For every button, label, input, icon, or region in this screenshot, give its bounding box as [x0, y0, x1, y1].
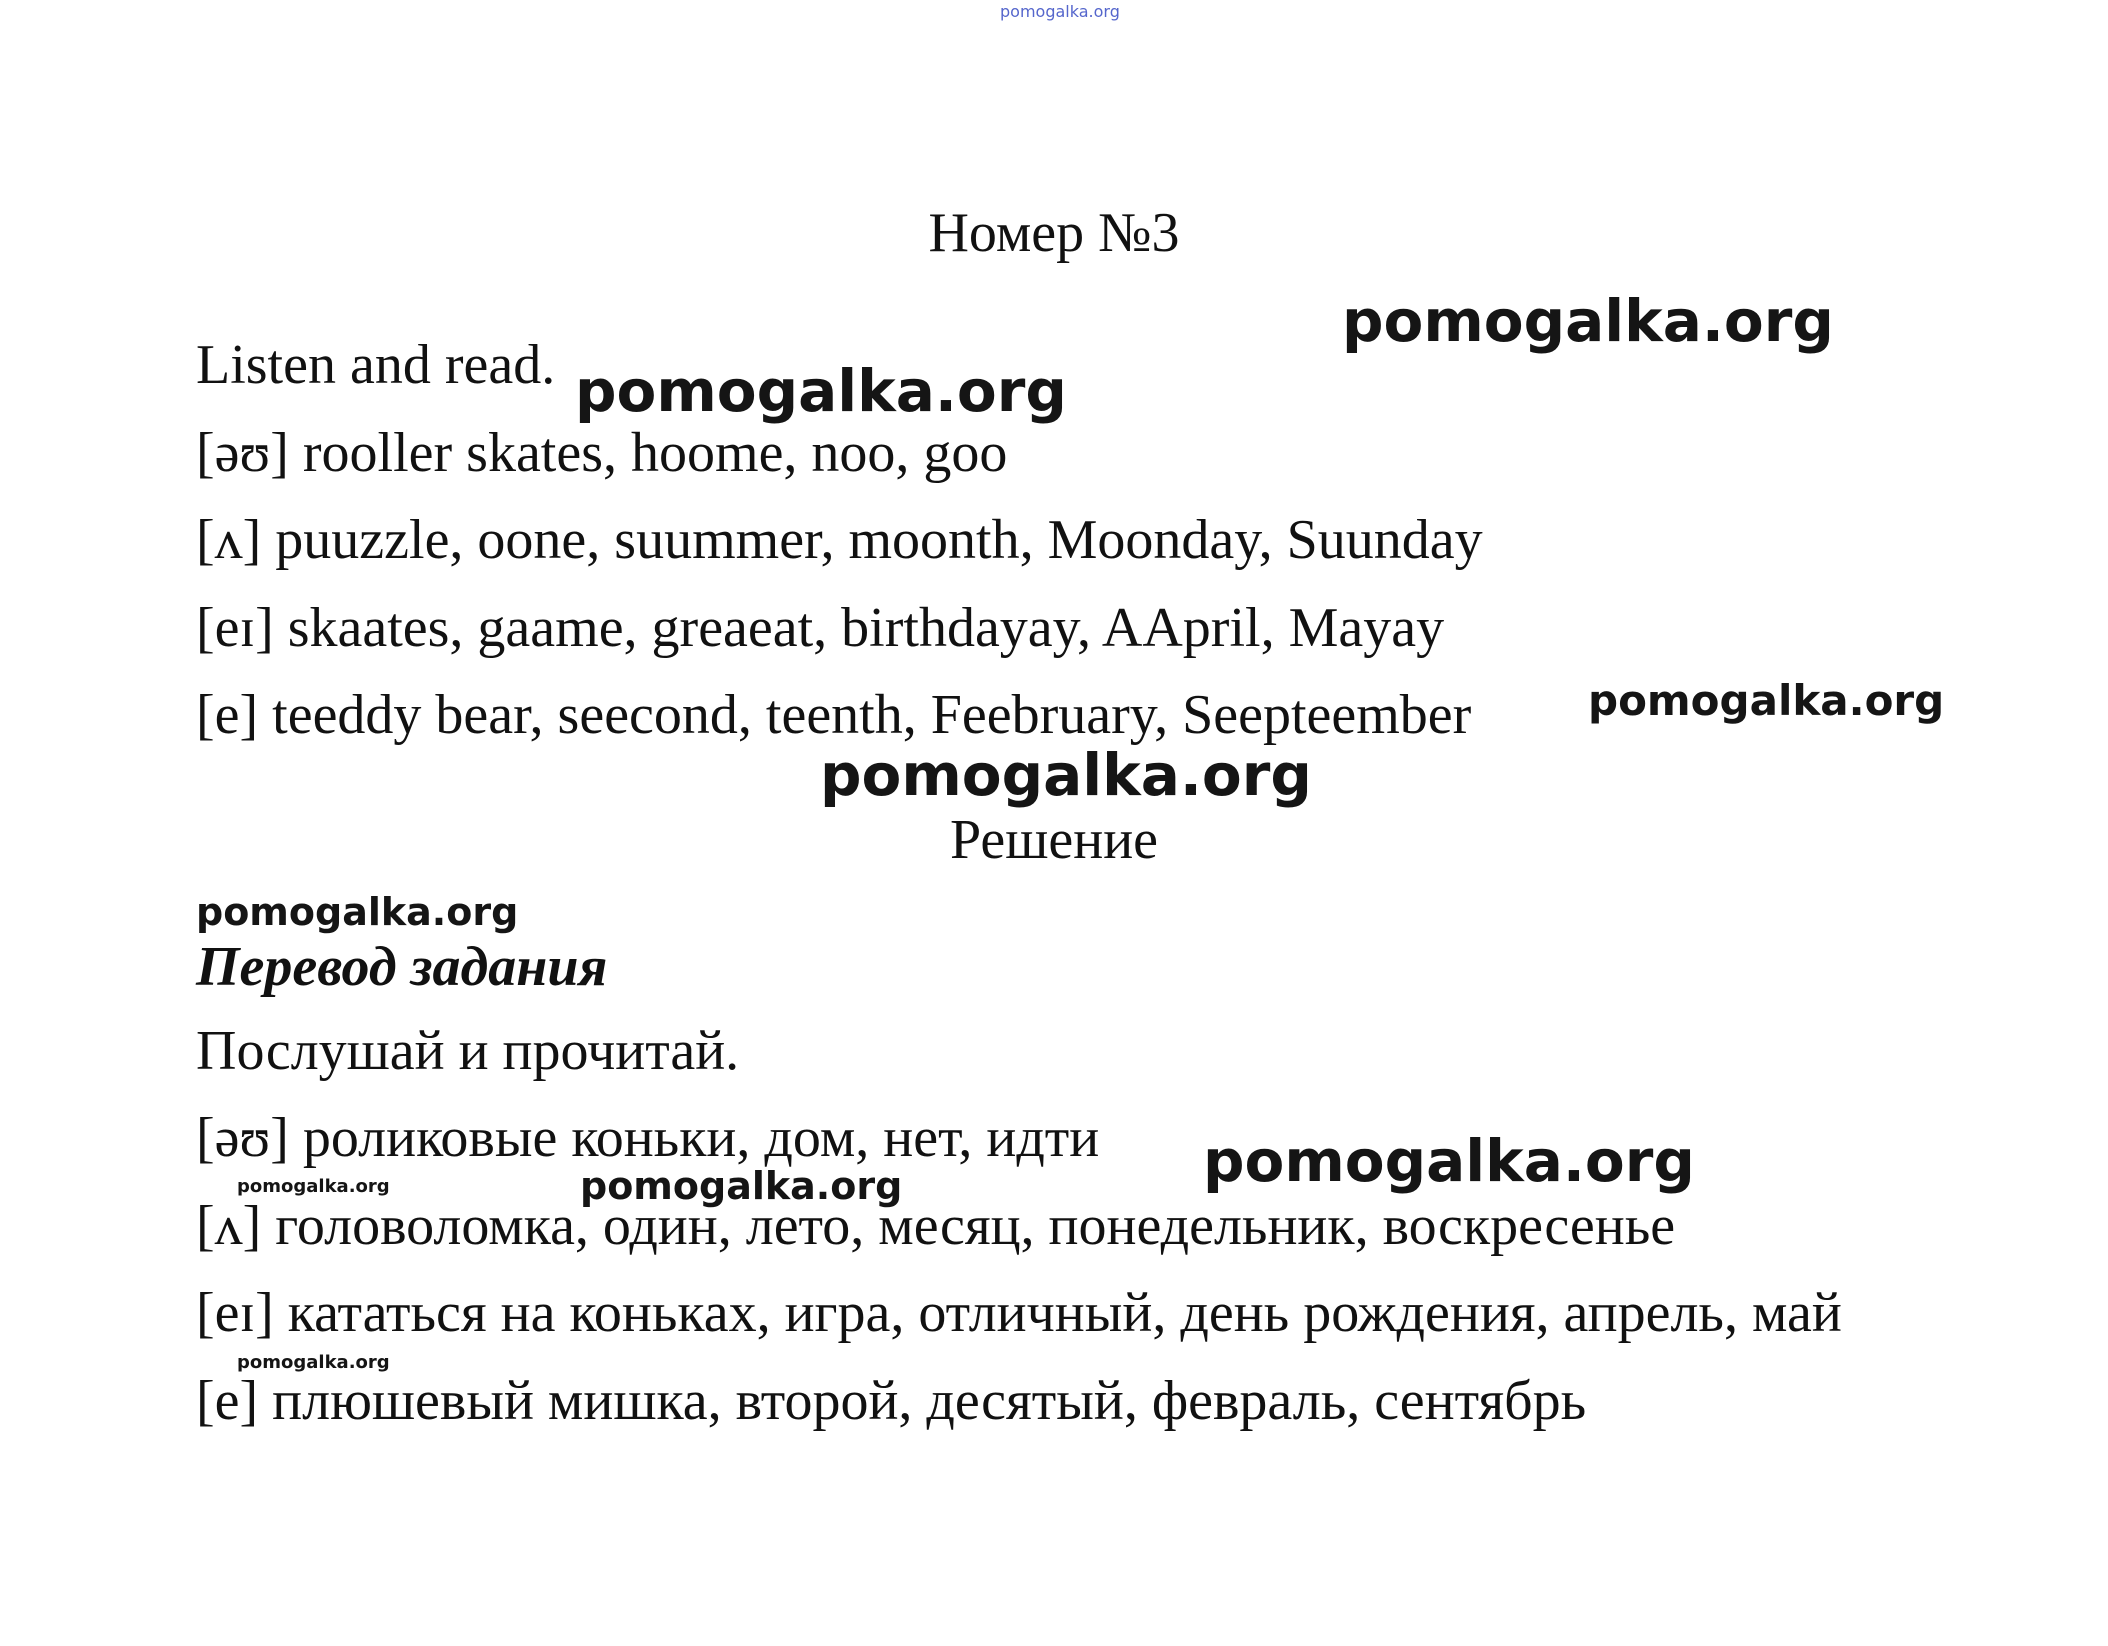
translation-instruction: Послушай и прочитай.: [196, 1020, 740, 1082]
watermark-7: pomogalka.org: [580, 1164, 903, 1208]
task-line-e: [e] teeddy bear, seecond, teenth, Feebruary, Seepteember: [196, 684, 1472, 746]
top-watermark: pomogalka.org: [1000, 2, 1120, 21]
watermark-1: pomogalka.org: [1342, 287, 1834, 355]
watermark-6: pomogalka.org: [1203, 1127, 1695, 1195]
task-line-ei: [eɪ] skaates, gaame, greaeat, birthdayay, AApril, Mayay: [196, 597, 1445, 659]
translation-heading: Перевод задания: [196, 936, 608, 998]
watermark-3: pomogalka.org: [1588, 676, 1945, 725]
translation-line-a: [ʌ] головоломка, один, лето, месяц, понедельник, воскресенье: [196, 1195, 1676, 1257]
watermark-2: pomogalka.org: [575, 357, 1067, 425]
task-instruction: Listen and read.: [196, 334, 556, 396]
watermark-4: pomogalka.org: [820, 741, 1312, 809]
translation-line-ou: [əʊ] роликовые коньки, дом, нет, идти: [196, 1107, 1100, 1169]
translation-line-e: [e] плюшевый мишка, второй, десятый, февраль, сентябрь: [196, 1370, 1587, 1432]
translation-line-ei: [eɪ] кататься на коньках, игра, отличный, день рождения, апрель, май: [196, 1282, 1842, 1344]
watermark-8: pomogalka.org: [237, 1176, 390, 1197]
solution-label: Решение: [949, 809, 1159, 871]
watermark-5: pomogalka.org: [196, 890, 519, 934]
watermark-9: pomogalka.org: [237, 1352, 390, 1373]
task-line-a: [ʌ] puuzzle, oone, suummer, moonth, Moonday, Suunday: [196, 509, 1483, 571]
task-line-ou: [əʊ] rooller skates, hoome, noo, goo: [196, 422, 1008, 484]
page-title: Номер №3: [928, 202, 1180, 264]
